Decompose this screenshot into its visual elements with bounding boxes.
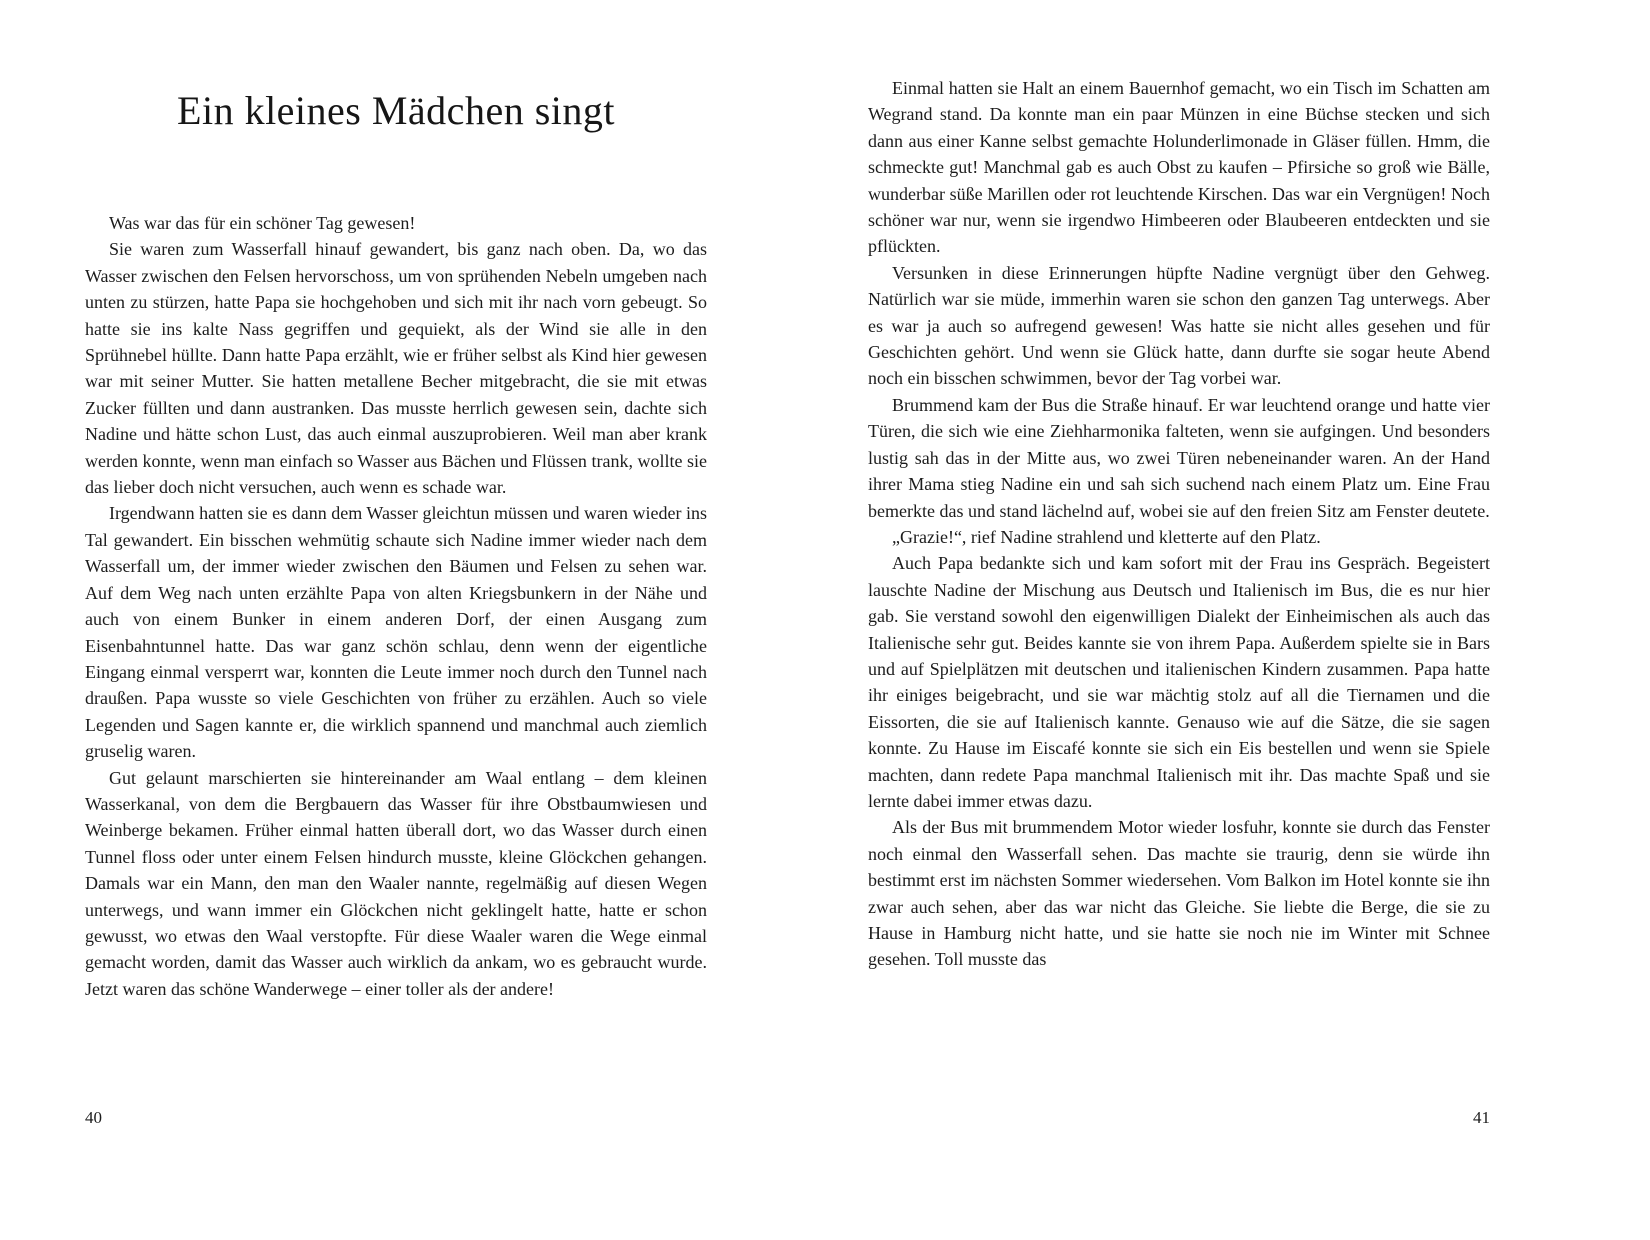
paragraph: Als der Bus mit brummendem Motor wieder losfuhr, konnte sie durch das Fenster noch einmal den Wasserfall sehen. Das machte sie traurig, denn sie würde ihn bestimmt erst im nächsten Sommer wiedersehen. Vom Balkon im Hotel konnte sie ihn zwar auch sehen, aber das war nicht das Gleiche. Sie liebte die Berge, die sie zu Hause in Hamburg nicht hatte, und sie hatte sie noch nie im Winter mit Schnee gesehen. Toll musste das <box>868 817 1490 970</box>
paragraph: Brummend kam der Bus die Straße hinauf. Er war leuchtend orange und hatte vier Türen, die sich wie eine Ziehharmonika falteten, wenn sie aufgingen. Und besonders lustig sah das in der Mitte aus, wo zwei Türen nebeneinander waren. An der Hand ihrer Mama stieg Nadine ein und sah sich suchend nach einem Platz um. Eine Frau bemerkte das und stand lächelnd auf, wobei sie auf den freien Sitz am Fenster deutete. <box>868 394 1490 521</box>
paragraph: Einmal hatten sie Halt an einem Bauernhof gemacht, wo ein Tisch im Schatten am Wegrand stand. Da konnte man ein paar Münzen in eine Büchse stecken und sich dann aus einer Kanne selbst gemachte Holunderlimonade in Gläser füllen. Hmm, die schmeckte gut! Manchmal gab es auch Obst zu kaufen – Pfirsiche so groß wie Bälle, wunderbar süße Marillen oder rot leuchtende Kirschen. Das war ein Vergnügen! Noch schöner war nur, wenn sie irgendwo Himbeeren oder Blaubeeren entdeckten und sie pflückten. <box>868 78 1490 257</box>
paragraph: Gut gelaunt marschierten sie hintereinander am Waal entlang – dem kleinen Wasserkanal, von dem die Bergbauern das Wasser für ihre Obstbaumwiesen und Weinberge bekamen. Früher einmal hatten überall dort, wo das Wasser durch einen Tunnel floss oder unter einem Felsen hindurch musste, kleine Glöckchen gehangen. Damals war ein Mann, den man den Waaler nannte, regelmäßig auf diesen Wegen unterwegs, und wann immer ein Glöckchen nicht geklingelt hatte, hatte er schon gewusst, wo etwas den Waal verstopfte. Für diese Waaler waren die Wege einmal gemacht worden, damit das Wasser auch wirklich da ankam, wo es gebraucht wurde. Jetzt waren das schöne Wanderwege – einer toller als der andere! <box>85 767 707 999</box>
right-page-text <box>868 75 1490 973</box>
page-number-right: 41 <box>1473 1108 1490 1127</box>
paragraph: Was war das für ein schöner Tag gewesen! <box>109 213 416 233</box>
page-left <box>85 0 707 1240</box>
paragraph: Sie waren zum Wasserfall hinauf gewandert, bis ganz nach oben. Da, wo das Wasser zwischen den Felsen hervorschoss, um von sprühenden Nebeln umgeben nach unten zu stürzen, hatte Papa sie hochgehoben und sich mit ihr nach vorn gebeugt. So hatte sie ins kalte Nass gegriffen und gequiekt, als der Wind sie alle in den Sprühnebel hüllte. Dann hatte Papa erzählt, wie er früher selbst als Kind hier gewesen war mit seiner Mutter. Sie hatten metallene Becher mitgebracht, die sie mit etwas Zucker füllten und dann austranken. Das musste herrlich gewesen sein, dachte sich Nadine und hätte schon Lust, das auch einmal auszuprobieren. Weil man aber krank werden konnte, wenn man einfach so Wasser aus Bächen und Flüssen trank, wollte sie das lieber doch nicht versuchen, auch wenn es schade war. <box>85 239 707 498</box>
paragraph: „Grazie!“, rief Nadine strahlend und kletterte auf den Platz. <box>892 526 1321 547</box>
paragraph: Irgendwann hatten sie es dann dem Wasser gleichtun müssen und waren wieder ins Tal gewandert. Ein bisschen wehmütig schaute sich Nadine immer wieder nach dem Wasserfall um, der immer wieder zwischen den Bäumen und Felsen zu sehen war. Auf dem Weg nach unten erzählte Papa von alten Kriegsbunkern in der Nähe und auch von einem Bunker in einem anderen Dorf, der einen Ausgang zum Eisenbahntunnel hatte. Das war ganz schön schlau, denn wenn der eigentliche Eingang einmal versperrt war, konnten die Leute immer noch durch den Tunnel nach draußen. Papa wusste so viele Geschichten von früher zu erzählen. Auch so viele Legenden und Sagen kannte er, die wirklich spannend und manchmal auch ziemlich gruselig waren. <box>85 503 707 762</box>
page-right <box>868 0 1490 1240</box>
chapter-title: Ein kleines Mädchen singt <box>177 88 615 133</box>
left-page-text <box>85 210 707 1002</box>
page-number-left: 40 <box>85 1108 102 1127</box>
paragraph: Versunken in diese Erinnerungen hüpfte Nadine vergnügt über den Gehweg. Natürlich war sie müde, immerhin waren sie schon den ganzen Tag unterwegs. Aber es war ja auch so aufregend gewesen! Was hatte sie nicht alles gesehen und für Geschichten gehört. Und wenn sie Glück hatte, dann durfte sie sogar heute Abend noch ein bisschen schwimmen, bevor der Tag vorbei war. <box>868 262 1490 389</box>
paragraph: Auch Papa bedankte sich und kam sofort mit der Frau ins Gespräch. Begeistert lauschte Nadine der Mischung aus Deutsch und Italienisch im Bus, die es nur hier gab. Sie verstand sowohl den eigenwilligen Dialekt der Einheimischen als auch das Italienische sehr gut. Beides kannte sie von ihrem Papa. Außerdem spielte sie in Bars und auf Spielplätzen mit deutschen und italienischen Kindern zusammen. Papa hatte ihr einiges beigebracht, und sie war mächtig stolz auf all die Tiernamen und die Eissorten, die sie auf Italienisch kannte. Genauso wie auf die Sätze, die sie sagen konnte. Zu Hause im Eiscafé konnte sie sich ein Eis bestellen und wenn sie Spiele machten, dann redete Papa manchmal Italienisch mit ihr. Das machte Spaß und sie lernte dabei immer etwas dazu. <box>868 553 1490 811</box>
